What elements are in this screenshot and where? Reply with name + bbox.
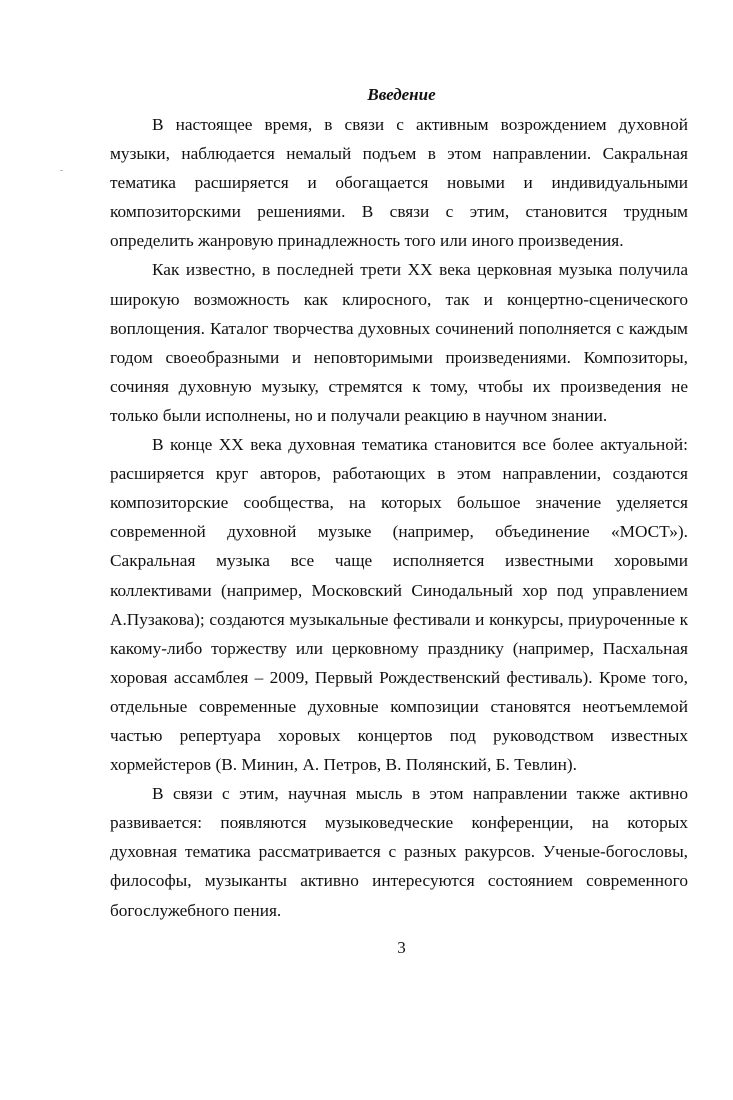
page-number: 3: [397, 938, 406, 957]
paragraph-3: В конце XX века духовная тематика становится все более актуальной: расширяется круг авторов, работающих в этом направлении, создаются композиторские сообщества, на которых большое значение уделяется современной духовной музыке (например, объединение «МОСТ»). Сакральная музыка все чаще исполняется известными хоровыми коллективами (например, Московский Синодальный хор под управлением А.Пузакова); создаются музыкальные фестивали и конкурсы, приуроченные к какому-либо торжеству или церковному празднику (например, Пасхальная хоровая ассамблея – 2009, Первый Рождественский фестиваль). Кроме того, отдельные современные духовные композиции становятся неотъемлемой частью репертуара хоровых концертов под руководством известных хормейстеров (В. Минин, А. Петров, В. Полянский, Б. Тевлин).: [110, 435, 688, 775]
scan-mark: [60, 170, 63, 171]
section-heading: Введение: [367, 85, 436, 104]
paragraph-2: Как известно, в последней трети XX века церковная музыка получила широкую возможность как клиросного, так и концертно-сценического воплощения. Каталог творчества духовных сочинений пополняется с каждым годом своеобразными и неповторимыми произведениями. Композиторы, сочиняя духовную музыку, стремятся к тому, чтобы их произведения не только были исполнены, но и получали реакцию в научном знании.: [110, 260, 688, 425]
paragraph-4: В связи с этим, научная мысль в этом направлении также активно развивается: появляются музыковедческие конференции, на которых духовная тематика рассматривается с разных ракурсов. Ученые-богословы, философы, музыканты активно интересуются состоянием современного богослужебного пения.: [110, 784, 688, 920]
body-text: [110, 110, 688, 925]
paragraph-1: В настоящее время, в связи с активным возрождением духовной музыки, наблюдается немалый подъем в этом направлении. Сакральная тематика расширяется и обогащается новыми и индивидуальными композиторскими решениями. В связи с этим, становится трудным определить жанровую принадлежность того или иного произведения.: [110, 115, 688, 251]
